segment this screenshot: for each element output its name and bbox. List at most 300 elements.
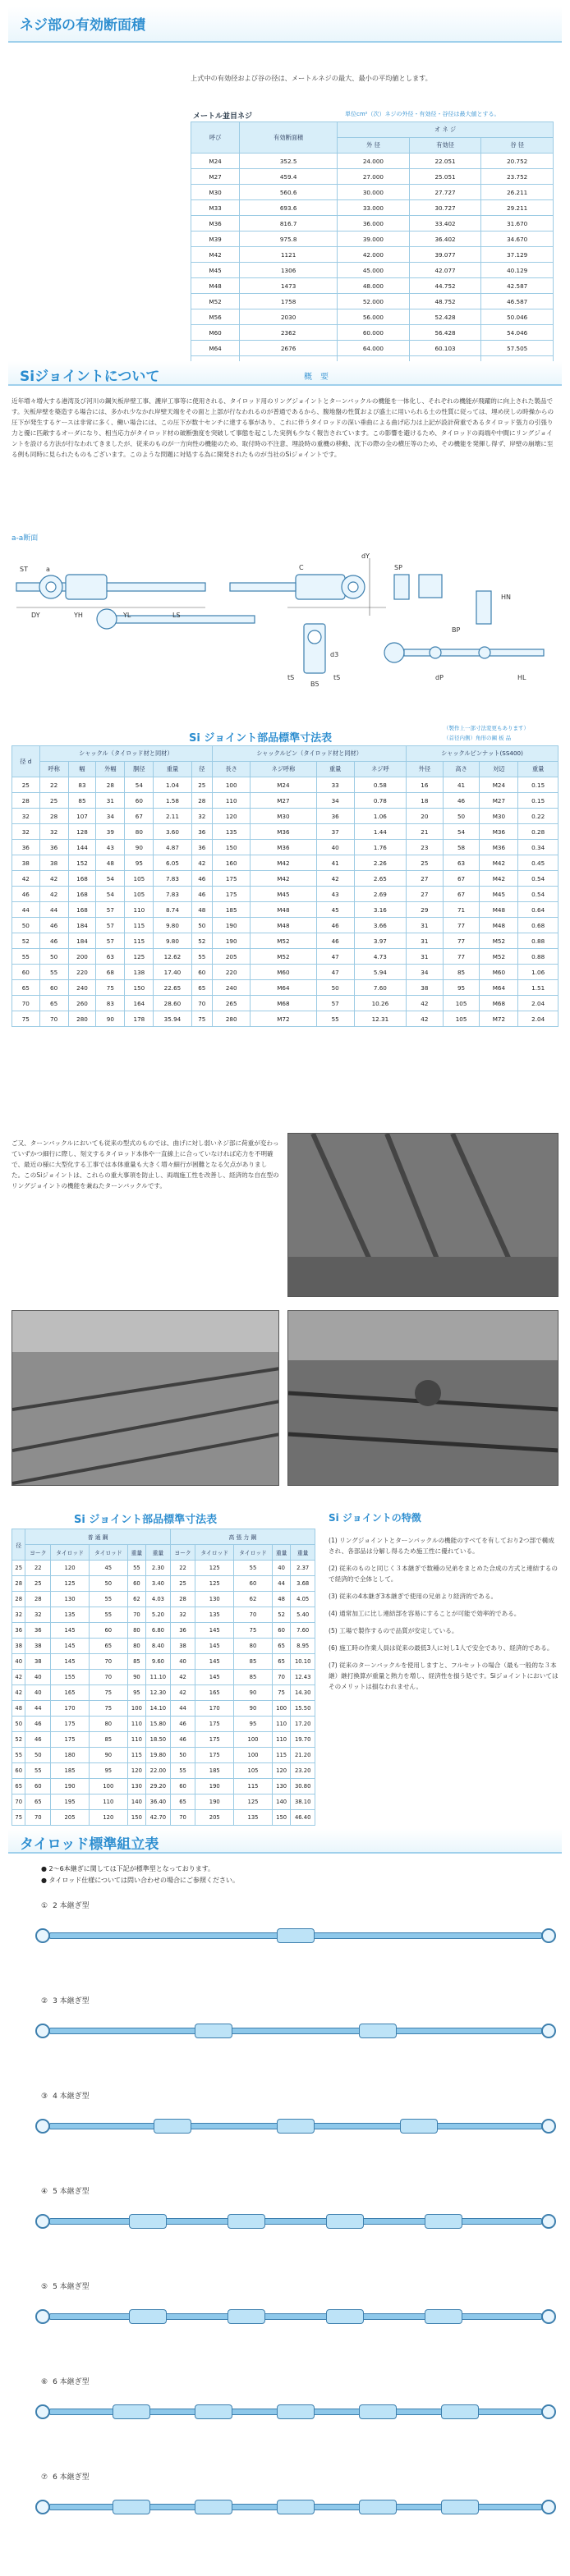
cell: 41: [316, 855, 354, 871]
cell: 178: [125, 1011, 154, 1027]
cell: 42: [407, 996, 444, 1011]
si-joint-unit: [154, 2119, 191, 2134]
cell: 46: [39, 918, 68, 933]
thread-row: [191, 309, 554, 325]
assembly-notes: [41, 1863, 239, 1886]
si-joint-unit: [195, 2500, 232, 2514]
cell: 55: [234, 1561, 273, 1576]
cell: 1.58: [154, 793, 191, 809]
steel-row: [12, 1670, 315, 1685]
cell: 31: [96, 793, 125, 809]
rod-end-eye: [35, 2024, 50, 2038]
cell: 36.402: [409, 231, 481, 247]
subcol: 重量: [291, 1545, 315, 1561]
cell: M24: [251, 777, 316, 793]
cell: 4.03: [146, 1592, 171, 1607]
cell: M27: [191, 169, 240, 185]
cell: M45: [480, 887, 518, 902]
parts-row: [12, 965, 559, 980]
rod-end-eye: [35, 2404, 50, 2419]
tie-rod: [49, 2218, 542, 2225]
cell: 60: [170, 1779, 195, 1794]
cell: 75: [12, 1011, 40, 1027]
cell: 70: [89, 1670, 127, 1685]
section-a-label: a-a断面: [11, 534, 39, 543]
cell: 52: [191, 933, 213, 949]
cell: 240: [68, 980, 96, 996]
cell: 27.000: [338, 169, 410, 185]
cell: 37: [316, 824, 354, 840]
cell: 57: [96, 902, 125, 918]
cell: 30.000: [338, 185, 410, 200]
cell: 7.83: [154, 887, 191, 902]
cell: 57.505: [481, 341, 554, 356]
cell: 52.000: [338, 294, 410, 309]
cell: 3.66: [354, 918, 406, 933]
cell: 175: [195, 1748, 234, 1763]
cell: 50: [443, 809, 480, 824]
cell: 2.69: [354, 887, 406, 902]
thread-row: [191, 278, 554, 294]
si-joint-overview: 近年増々増大する港湾及び河川の鋼矢板岸壁工事、護岸工事等に使用される、タイロッド用のリングジョイントとターンバックルの機能を一体化し、それぞれの機能が飛躍的に向上された製品です。矢板岸壁を築造する場合には、多かれ少なかれ岸壁天端をその面と上部が行なわれるのが普通であるから、腹地盤の性質および盛土に用いられる土の性質に従っては、埋め戻しの時操からの圧下が発生するケースは非常に多く、働い場合には、この圧下が数十センチに達する事があり、これに伴うタイロッドの深い垂曲による曲げ応力は上記が設計荷重であるタイロッド張力の引張り力と優に匹敵するオーダになり、相当応力がタイロッド材の破断強度を突破して事態を起こした実例も少なく報告されています。この影響を避けるため、タイロッドの両端や中間にリングジョイントを設ける方法が行なわれてきましたが、従来のものが一方向性の機能のため、取付時の不注意、埋設時の重機の移動、沈下の際の全の横圧等のため、その機能を発揮し得ず、岸壁の崩壊に至る例も同時に見られたものもございます。このような問題に対処する為に開発されたものが当社のSiジョイントです。: [11, 397, 554, 458]
cell: 48: [96, 855, 125, 871]
cell: 23: [407, 840, 444, 855]
assembly-num: ⑤: [41, 2283, 48, 2291]
cell: 1.51: [518, 980, 559, 996]
subcol: ヨーク: [25, 1545, 51, 1561]
feature-item: (7) 従来のターンバックルを使用しますと、フルセットの場合（最も一般的な３本継）継打換算が重量と熱力を増し、経済性を損う処です。Siジョイントにおいてはそのメリットは損なわれません。: [329, 1662, 559, 1690]
feature-item: (4) 通常加工に比し連結部を容易にすることが可能で効率的である。: [329, 1610, 521, 1617]
section-header-effective-area: [8, 7, 562, 43]
cell: 8.95: [291, 1639, 315, 1654]
si-joint-unit: [425, 2309, 462, 2324]
cell: 195: [51, 1794, 90, 1810]
cell: 46: [170, 1732, 195, 1748]
thread-row: [191, 341, 554, 356]
cell: 150: [272, 1810, 290, 1826]
cell: 65: [39, 996, 68, 1011]
subcol: 重量: [272, 1545, 290, 1561]
cell: 95: [127, 1685, 145, 1701]
cell: 42: [12, 1685, 25, 1701]
assembly-title: タイロッド標準組立表: [20, 1836, 159, 1853]
col-pin-nut: シャックルピンナット(SS400): [407, 746, 559, 762]
cell: 38: [25, 1639, 51, 1654]
cell: 975.8: [240, 231, 338, 247]
lbl-dp: dP: [435, 674, 444, 681]
cell: 80: [234, 1639, 273, 1654]
thread-row: [191, 263, 554, 278]
cell: 50: [89, 1576, 127, 1592]
cell: 48: [12, 1701, 25, 1717]
cell: 42.70: [146, 1810, 171, 1826]
cell: 190: [213, 918, 251, 933]
cell: 42.587: [481, 278, 554, 294]
yoke-right: [296, 575, 345, 599]
cell: 2.37: [291, 1561, 315, 1576]
thread-row: [191, 325, 554, 341]
cell: 110: [125, 902, 154, 918]
cell: 150: [127, 1810, 145, 1826]
cell: 3.60: [154, 824, 191, 840]
cell: 65: [170, 1794, 195, 1810]
cell: 42: [191, 855, 213, 871]
cell: 54.046: [481, 325, 554, 341]
thread-row: [191, 231, 554, 247]
cell: 4.73: [354, 949, 406, 965]
cell: 0.58: [354, 777, 406, 793]
cell: 32: [25, 1607, 51, 1623]
cell: 16: [407, 777, 444, 793]
parts-row: [12, 887, 559, 902]
steel-row: [12, 1779, 315, 1794]
cell: 184: [68, 933, 96, 949]
cell: 46: [191, 871, 213, 887]
cell: 67: [443, 871, 480, 887]
col-high-tensile: 高 張 力 鋼: [170, 1529, 315, 1545]
cell: 40.129: [481, 263, 554, 278]
cell: 110: [127, 1732, 145, 1748]
cell: 175: [213, 871, 251, 887]
cell: 63: [96, 949, 125, 965]
subcol: ネジ呼: [354, 762, 406, 777]
cell: 70: [25, 1810, 51, 1826]
cell: M60: [251, 965, 316, 980]
cell: 12.62: [154, 949, 191, 965]
cell: 31.670: [481, 216, 554, 231]
cell: 115: [272, 1748, 290, 1763]
cell: 11.10: [146, 1670, 171, 1685]
rod-end-eye: [35, 2500, 50, 2514]
parts-row: [12, 871, 559, 887]
lbl-a: a: [46, 566, 50, 573]
si-joint-unit: [277, 2119, 315, 2134]
cell: 190: [195, 1794, 234, 1810]
cell: 46: [191, 887, 213, 902]
col-nominal: 呼び: [191, 122, 240, 154]
cell: 23.752: [481, 169, 554, 185]
lbl-sp: SP: [394, 564, 402, 571]
cell: 54: [443, 824, 480, 840]
assembly-type-label: [41, 2090, 90, 2101]
lbl-ls: LS: [172, 612, 181, 619]
cell: 31: [407, 918, 444, 933]
cell: 44: [12, 902, 40, 918]
cell: 65: [12, 1779, 25, 1794]
si-joint-steel-table: [11, 1529, 315, 1826]
lbl-b5: B5: [310, 681, 319, 688]
cell: 220: [213, 965, 251, 980]
cell: 52: [272, 1607, 290, 1623]
si-joint-unit: [441, 2500, 479, 2514]
cell: 22.00: [146, 1763, 171, 1779]
feature-item: (1) リングジョイントとターンバックルの機能のすべてを有しており2つ部で構成され、各部品は分解し得るため施工性に優れている。: [329, 1537, 554, 1555]
cell: 50.046: [481, 309, 554, 325]
cell: 46.40: [291, 1810, 315, 1826]
cell: 2030: [240, 309, 338, 325]
parts-row: [12, 840, 559, 855]
cell: 60.000: [338, 325, 410, 341]
cell: 140: [272, 1794, 290, 1810]
cell: 190: [51, 1779, 90, 1794]
lbl-c: C: [299, 564, 304, 571]
parts-note1: （製作上一部寸法変更もあります）: [444, 725, 529, 731]
section-title: ネジ部の有効断面積: [20, 17, 145, 34]
cell: 33: [316, 777, 354, 793]
steel-row: [12, 1654, 315, 1670]
cell: 145: [195, 1639, 234, 1654]
assembly-label: 5 本継ぎ型: [53, 2188, 90, 2196]
cell: M30: [480, 809, 518, 824]
cell: 280: [213, 1011, 251, 1027]
cell: 0.34: [518, 840, 559, 855]
cell: 55: [12, 1748, 25, 1763]
cell: 120: [272, 1763, 290, 1779]
rod-end-eye: [35, 2309, 50, 2324]
cell: 50: [316, 980, 354, 996]
cell: 175: [195, 1732, 234, 1748]
assembly-type-label: [41, 1900, 90, 1910]
col-area: 有効断面積: [240, 122, 338, 154]
steel-row: [12, 1561, 315, 1576]
rod-end-eye: [541, 2119, 556, 2134]
cell: 55: [170, 1763, 195, 1779]
subcol: 径: [191, 762, 213, 777]
cell: 1306: [240, 263, 338, 278]
cell: 29: [407, 902, 444, 918]
rod-end-eye: [541, 2500, 556, 2514]
cell: M39: [191, 231, 240, 247]
lbl-d3: d3: [330, 651, 339, 658]
cell: 0.15: [518, 793, 559, 809]
subcol: 幅: [68, 762, 96, 777]
cell: 125: [195, 1561, 234, 1576]
cell: 57: [96, 933, 125, 949]
subcol: タイロッド: [195, 1545, 234, 1561]
cell: 9.60: [146, 1654, 171, 1670]
cell: 22.65: [154, 980, 191, 996]
steel-row: [12, 1592, 315, 1607]
cell: M64: [191, 341, 240, 356]
assembly-num: ③: [41, 2092, 48, 2101]
subcol: 胴径: [125, 762, 154, 777]
cell: 28: [170, 1592, 195, 1607]
cell: 185: [195, 1763, 234, 1779]
cell: 60: [25, 1779, 51, 1794]
lbl-ts2: tS: [333, 674, 341, 681]
cell: 57: [316, 996, 354, 1011]
cell: 10.10: [291, 1654, 315, 1670]
table-title: メートル並目ネジ: [193, 112, 253, 121]
si-joint-unit: [277, 2500, 315, 2514]
cell: 40: [170, 1654, 195, 1670]
cell: 50: [12, 918, 40, 933]
cell: 50: [191, 918, 213, 933]
cell: 28: [25, 1592, 51, 1607]
cell: 32: [39, 824, 68, 840]
cell: M27: [480, 793, 518, 809]
cell: 47: [316, 949, 354, 965]
cell: 83: [96, 996, 125, 1011]
cell: 55: [316, 1011, 354, 1027]
cell: 90: [89, 1748, 127, 1763]
cell: 77: [443, 949, 480, 965]
cell: 40: [316, 840, 354, 855]
cell: 60: [272, 1623, 290, 1639]
cell: 39: [96, 824, 125, 840]
cell: 60: [191, 965, 213, 980]
cell: 95: [234, 1717, 273, 1732]
cell: 90: [127, 1670, 145, 1685]
si-joint-unit: [326, 2214, 364, 2229]
subcol: 外径: [407, 762, 444, 777]
cell: M36: [480, 824, 518, 840]
assembly-type-label: [41, 1995, 90, 2005]
feature-item: (3) 従来の4本継ぎ3本継ぎで使用の兄弟より経済的である。: [329, 1593, 498, 1600]
cell: 46: [443, 793, 480, 809]
assembly-label: 4 本継ぎ型: [53, 2092, 90, 2101]
cell: 0.88: [518, 949, 559, 965]
cell: 2.30: [146, 1561, 171, 1576]
cell: 55: [39, 965, 68, 980]
cell: 110: [89, 1794, 127, 1810]
cell: 55: [25, 1763, 51, 1779]
nut: [419, 575, 442, 598]
subcol: 重量: [127, 1545, 145, 1561]
cell: 100: [234, 1748, 273, 1763]
cell: 40: [272, 1561, 290, 1576]
features-title: Si ジョイントの特徴: [329, 1512, 421, 1524]
cell: M42: [480, 855, 518, 871]
rod-end-eye: [541, 2024, 556, 2038]
parts-row: [12, 933, 559, 949]
cell: 25: [191, 777, 213, 793]
cell: 145: [195, 1670, 234, 1685]
cell: 34.670: [481, 231, 554, 247]
cell: 0.88: [518, 933, 559, 949]
cell: 55: [89, 1607, 127, 1623]
si-joint-unit: [113, 2404, 150, 2419]
steel-row: [12, 1717, 315, 1732]
cell: 80: [125, 824, 154, 840]
cell: 52: [12, 933, 40, 949]
cell: 57: [96, 918, 125, 933]
cell: 25.051: [409, 169, 481, 185]
subcol: タイロッド: [234, 1545, 273, 1561]
thread-row: [191, 216, 554, 231]
cell: 28: [12, 793, 40, 809]
cell: 1473: [240, 278, 338, 294]
cell: 46: [170, 1717, 195, 1732]
cell: 9.80: [154, 933, 191, 949]
cell: 63: [443, 855, 480, 871]
cell: 12.30: [146, 1685, 171, 1701]
cell: 138: [125, 965, 154, 980]
cell: 265: [213, 996, 251, 1011]
lbl-yh: YH: [74, 612, 83, 619]
cell: 15.50: [291, 1701, 315, 1717]
cell: M52: [251, 933, 316, 949]
cell: 184: [68, 918, 96, 933]
cell: M36: [480, 840, 518, 855]
cell: 32: [191, 809, 213, 824]
cell: 164: [125, 996, 154, 1011]
thread-row: [191, 200, 554, 216]
cell: 70: [12, 996, 40, 1011]
cell: 28.60: [154, 996, 191, 1011]
cell: 60: [12, 965, 40, 980]
cell: 70: [89, 1654, 127, 1670]
si-joint-diagram: [8, 542, 562, 693]
si-joint-unit: [113, 2500, 150, 2514]
subcol: 外幅: [96, 762, 125, 777]
cell: 50: [12, 1717, 25, 1732]
cell: 5.40: [291, 1607, 315, 1623]
cell: 3.40: [146, 1576, 171, 1592]
cell: M64: [251, 980, 316, 996]
assembly-label: 5 本継ぎ型: [53, 2283, 90, 2291]
col-shackle: シャックル（タイロッド材と同材）: [39, 746, 213, 762]
cell: 33.402: [409, 216, 481, 231]
cell: 4.87: [154, 840, 191, 855]
cell: 67: [443, 887, 480, 902]
subcol: タイロッド: [89, 1545, 127, 1561]
rod-end-eye: [35, 2214, 50, 2229]
cell: M30: [191, 185, 240, 200]
cell: 65: [89, 1639, 127, 1654]
steel-row: [12, 1701, 315, 1717]
parts-table-title: Si ジョイント部品標準寸法表: [189, 732, 333, 745]
cell: 190: [213, 933, 251, 949]
steel-row: [12, 1748, 315, 1763]
cell: 352.5: [240, 154, 338, 169]
assembly-num: ⑥: [41, 2378, 48, 2386]
cell: 90: [125, 840, 154, 855]
cell: 36: [39, 840, 68, 855]
subcol: ヨーク: [170, 1545, 195, 1561]
cell: 54: [125, 777, 154, 793]
parts-row: [12, 855, 559, 871]
rod-end-eye: [35, 2119, 50, 2134]
cell: 39.000: [338, 231, 410, 247]
cell: 70: [191, 996, 213, 1011]
cell: 55: [12, 949, 40, 965]
section-header-assembly: [8, 1829, 562, 1854]
col-shackle-pin: シャックルピン（タイロッド材と同材）: [213, 746, 407, 762]
cell: 90: [234, 1701, 273, 1717]
cell: 135: [234, 1810, 273, 1826]
cell: 2.04: [518, 996, 559, 1011]
cell: 145: [51, 1654, 90, 1670]
cell: 65: [191, 980, 213, 996]
cell: 120: [51, 1561, 90, 1576]
parts-row: [12, 918, 559, 933]
cell: 71: [443, 902, 480, 918]
lbl-hn: HN: [501, 594, 511, 601]
cell: 165: [195, 1685, 234, 1701]
photo-site-bottom-right: [287, 1310, 559, 1486]
cell: 220: [68, 965, 96, 980]
si-joint-unit: [228, 2214, 265, 2229]
cell: 260: [68, 996, 96, 1011]
cell: 42: [12, 871, 40, 887]
cell: 3.16: [354, 902, 406, 918]
cell: 10.26: [354, 996, 406, 1011]
cell: M48: [480, 902, 518, 918]
cell: 38: [12, 855, 40, 871]
assembly-type-label: [41, 2376, 90, 2386]
assembly-label: 2 本継ぎ型: [53, 1902, 90, 1910]
